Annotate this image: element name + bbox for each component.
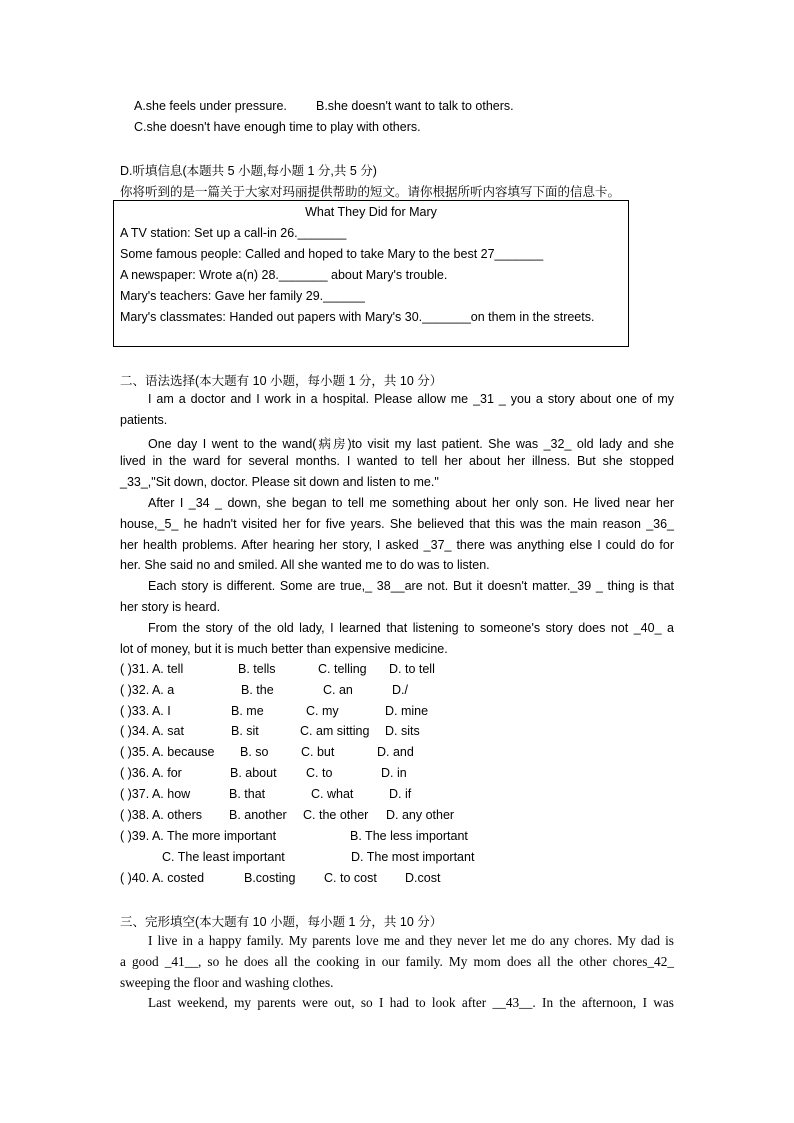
answer-option-c: C. but [301, 745, 335, 760]
question-stem: ( )36. A. for [120, 766, 182, 780]
option-c: C.she doesn't have enough time to play with others. [134, 120, 421, 134]
passage-line: Each story is different. Some are true,_ 38__are not. But it doesn't matter._39 _ thing is that [148, 579, 674, 594]
answer-option-d: D. and [377, 745, 414, 760]
passage-line: her. She said no and smiled. All she wanted me to do was to listen. [120, 558, 490, 573]
answer-option-d: D. in [381, 766, 407, 780]
answer-option-b: B. tells [238, 662, 276, 676]
question-40: ( )40. A. costed [120, 871, 205, 885]
question-stem: ( )35. A. because [120, 745, 215, 760]
passage-line: I live in a happy family. My parents love me and they never let me do any chores. My dad is [148, 933, 674, 948]
answer-option-c: C. an [323, 682, 353, 697]
info-card-row: Some famous people: Called and hoped to take Mary to the best 27_______ [120, 247, 544, 261]
answer-option-d: D. sits [385, 724, 420, 739]
answer-option-d: D./ [392, 682, 408, 697]
question-stem: ( )32. A. a [120, 682, 175, 697]
passage-line: _33_,"Sit down, doctor. Please sit down and listen to me." [120, 475, 439, 490]
question-39-option-c: C. The least important [162, 850, 285, 864]
question-40-option-c: C. to cost [324, 871, 377, 885]
info-card-row: Mary's classmates: Handed out papers with Mary's 30._______on them in the streets. [120, 310, 595, 324]
answer-option-b: B. about [230, 766, 277, 780]
info-card-title: What They Did for Mary [305, 205, 437, 219]
passage-line: From the story of the old lady, I learned that listening to someone's story does not _40_ a [148, 620, 674, 635]
passage-line: lot of money, but it is much better than expensive medicine. [120, 641, 448, 656]
passage-line: sweeping the floor and washing clothes. [120, 974, 334, 990]
question-stem: ( )38. A. others [120, 807, 202, 822]
option-a: A.she feels under pressure. [134, 99, 287, 113]
passage-line: I am a doctor and I work in a hospital. Please allow me _31 _ you a story about one of my [148, 392, 674, 406]
answer-option-d: D. mine [385, 703, 429, 718]
info-card-row: A newspaper: Wrote a(n) 28._______ about Mary's trouble. [120, 268, 448, 282]
section-d-heading: D.听填信息(本题共 5 小题,每小题 1 分,共 5 分) [120, 164, 377, 178]
question-stem: ( )33. A. I [120, 703, 171, 718]
question-39-option-d: D. The most important [351, 850, 475, 864]
section-2-heading: 二、语法选择(本大题有 10 小题，每小题 1 分，共 10 分） [120, 374, 443, 388]
answer-option-c: C. telling [318, 662, 367, 676]
answer-option-b: B. so [240, 745, 269, 760]
question-stem: ( )37. A. how [120, 786, 191, 801]
passage-line: lived in the ward for several months. I wanted to tell her about her illness. But she stopped [120, 454, 674, 469]
question-40-option-b: B.costing [244, 871, 296, 885]
answer-option-b: B. sit [231, 724, 259, 739]
info-card [113, 200, 629, 347]
info-card-row: Mary's teachers: Gave her family 29.______ [120, 289, 365, 303]
passage-line: house,_5_ he hadn't visited her for five years. She believed that this was the main reason _36_ [120, 516, 674, 531]
answer-option-c: C. what [311, 786, 354, 801]
question-stem: ( )34. A. sat [120, 724, 184, 739]
answer-option-d: D. to tell [389, 662, 435, 676]
section-d-instruction: 你将听到的是一篇关于大家对玛丽提供帮助的短文。请你根据所听内容填写下面的信息卡。 [120, 185, 621, 199]
option-b: B.she doesn't want to talk to others. [316, 99, 514, 113]
passage-line: a good _41__, so he does all the cooking in our family. My mom does all the other chores_42_ [120, 953, 674, 969]
question-39-option-b: B. The less important [350, 829, 468, 843]
answer-option-b: B. another [229, 807, 287, 822]
passage-line: Last weekend, my parents were out, so I had to look after __43__. In the afternoon, I was [148, 995, 674, 1011]
passage-line: After I _34 _ down, she began to tell me something about her only son. He lived near her [148, 496, 674, 510]
answer-option-d: D. any other [386, 807, 455, 822]
question-39: ( )39. A. The more important [120, 829, 277, 843]
answer-option-c: C. my [306, 703, 339, 718]
passage-line: patients. [120, 412, 168, 427]
passage-line: her health problems. After hearing her story, I asked _37_ there was anything else I could do for [120, 537, 674, 552]
answer-option-b: B. the [241, 682, 274, 697]
answer-option-b: B. that [229, 786, 266, 801]
answer-option-b: B. me [231, 703, 264, 718]
answer-option-c: C. am sitting [300, 724, 370, 739]
passage-line: One day I went to the wand(病房)to visit my last patient. She was _32_ old lady and she [148, 436, 674, 451]
answer-option-d: D. if [389, 786, 412, 801]
question-40-option-d: D.cost [405, 871, 441, 885]
answer-option-c: C. to [306, 766, 333, 780]
info-card-row: A TV station: Set up a call-in 26._______ [120, 226, 347, 240]
passage-line: her story is heard. [120, 600, 221, 614]
question-stem: ( )31. A. tell [120, 662, 184, 676]
section-3-heading: 三、完形填空(本大题有 10 小题，每小题 1 分，共 10 分） [120, 915, 443, 929]
answer-option-c: C. the other [303, 807, 369, 822]
